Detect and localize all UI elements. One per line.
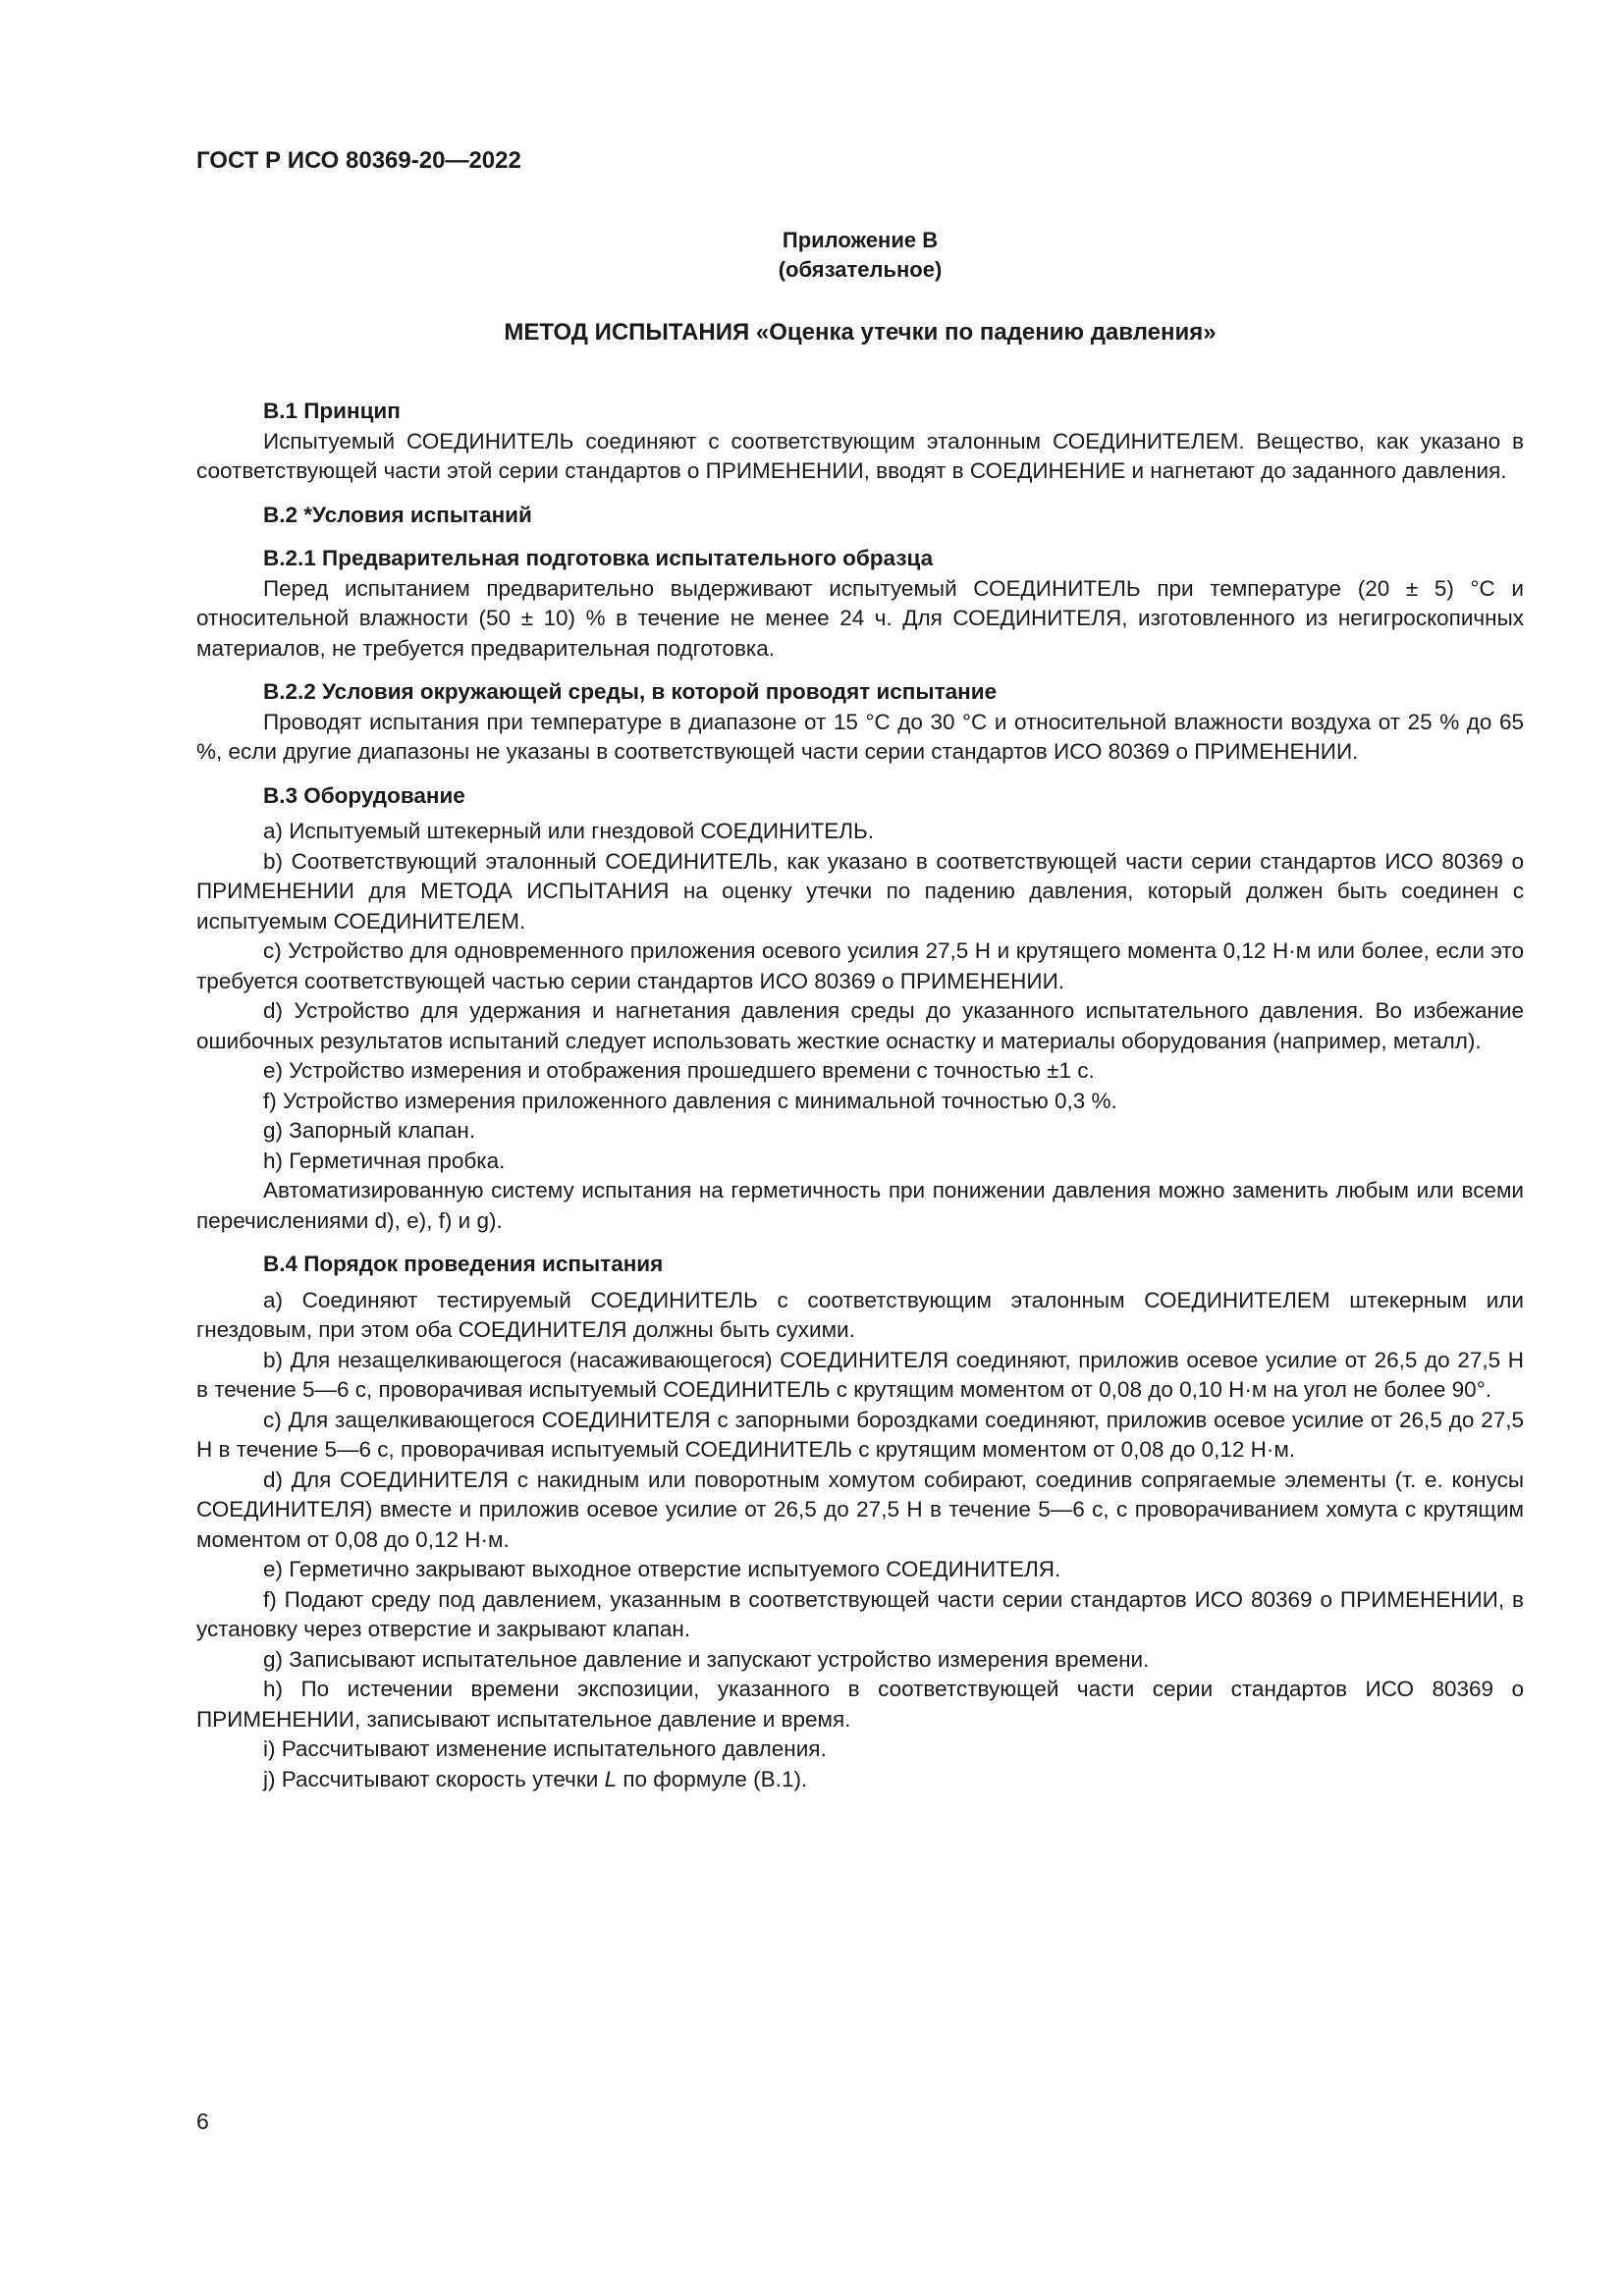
leak-rate-variable: L	[604, 1766, 618, 1791]
list-item: f) Подают среду под давлением, указанным в соответствующей части серии стандартов ИСО 80369 о ПРИМЕНЕНИИ, в установку через отверстие и закрывают клапан.	[196, 1586, 1524, 1641]
list-item: f) Устройство измерения приложенного давления с минимальной точностью 0,3 %.	[263, 1088, 1117, 1113]
section-b4-heading: В.4 Порядок проведения испытания	[263, 1252, 664, 1276]
section-b21-paragraph: Перед испытанием предварительно выдерживают испытуемый СОЕДИНИТЕЛЬ при температуре (20 ± 5) °С и относительной влажности (50 ± 10) % в течение не менее 24 ч. Для СОЕДИНИТЕЛЯ, изготовленного из негигроскопичных материалов, не требуется предварительная подготовка.	[196, 575, 1524, 661]
list-item-j	[196, 1765, 1524, 1795]
section-b22-heading: В.2.2 Условия окружающей среды, в которой проводят испытание	[263, 679, 998, 704]
list-item: e) Герметично закрывают выходное отверстие испытуемого СОЕДИНИТЕЛЯ.	[263, 1557, 1061, 1581]
section-b2-heading: В.2 *Условия испытаний	[263, 502, 532, 527]
annex-status: (обязательное)	[778, 257, 943, 282]
list-item: h) Герметичная пробка.	[263, 1148, 506, 1173]
list-item: a) Испытуемый штекерный или гнездовой СОЕДИНИТЕЛЬ.	[263, 819, 875, 843]
list-item: e) Устройство измерения и отображения прошедшего времени с точностью ±1 с.	[263, 1058, 1095, 1083]
section-b21-heading: В.2.1 Предварительная подготовка испытательного образца	[263, 546, 934, 570]
section-b3-heading: В.3 Оборудование	[263, 782, 465, 808]
section-b3-note: Автоматизированную систему испытания на герметичность при понижении давления можно заменить любым или всеми перечислениями d), e), f) и g).	[196, 1178, 1524, 1233]
annex-heading	[196, 226, 1524, 285]
section-b1-heading: В.1 Принцип	[263, 399, 401, 423]
list-item: g) Записывают испытательное давление и запускают устройство измерения времени.	[263, 1646, 1150, 1672]
list-item: h) По истечении времени экспозиции, указанного в соответствующей части серии стандартов ИСО 80369 о ПРИМЕНЕНИИ, записывают испытательное давление и время.	[196, 1677, 1524, 1732]
list-item: a) Соединяют тестируемый СОЕДИНИТЕЛЬ с соответствующим эталонным СОЕДИНИТЕЛЕМ штекерным или гнездовым, при этом оба СОЕДИНИТЕЛЯ должны быть сухими.	[196, 1287, 1524, 1342]
list-item: c) Устройство для одновременного приложения осевого усилия 27,5 Н и крутящего момента 0,12 Н·м или более, если это требуется соответствующей частью серии стандартов ИСО 80369 о ПРИМЕНЕНИИ.	[196, 938, 1524, 993]
document-code: ГОСТ Р ИСО 80369-20—2022	[196, 147, 521, 174]
item-j-text-end: по формуле (В.1).	[617, 1766, 808, 1791]
list-item: c) Для защелкивающегося СОЕДИНИТЕЛЯ с запорными бороздками соединяют, приложив осевое усилие от 26,5 до 27,5 Н в течение 5—6 с, проворачивая испытуемый СОЕДИНИТЕЛЬ с крутящим моментом от 0,08 до 0,12 Н·м.	[196, 1407, 1524, 1462]
method-title: МЕТОД ИСПЫТАНИЯ «Оценка утечки по падению давления»	[504, 319, 1217, 346]
item-j-text-start: j) Рассчитывают скорость утечки	[263, 1766, 605, 1791]
document-body	[196, 397, 1524, 1794]
list-item: d) Для СОЕДИНИТЕЛЯ с накидным или поворотным хомутом собирают, соединив сопрягаемые элементы (т. е. конусы СОЕДИНИТЕЛЯ) вместе и приложив осевое усилие от 26,5 до 27,5 Н в течение 5—6 с, с проворачиванием хомута с крутящим моментом от 0,08 до 0,12 Н·м.	[196, 1467, 1524, 1552]
page-number: 6	[196, 2109, 209, 2134]
section-b1-paragraph: Испытуемый СОЕДИНИТЕЛЬ соединяют с соответствующим эталонным СОЕДИНИТЕЛЕМ. Вещество, как указано в соответствующей части этой серии стандартов о ПРИМЕНЕНИИ, вводят в СОЕДИНЕНИЕ и нагнетают до заданного давления.	[196, 428, 1524, 483]
list-item: d) Устройство для удержания и нагнетания давления среды до указанного испытательного давления. Во избежание ошибочных результатов испытаний следует использовать жесткие оснастку и материалы оборудования (например, металл).	[196, 998, 1524, 1053]
list-item: b) Для незащелкивающегося (насаживающегося) СОЕДИНИТЕЛЯ соединяют, приложив осевое усилие от 26,5 до 27,5 Н в течение 5—6 с, проворачивая испытуемый СОЕДИНИТЕЛЬ с крутящим моментом от 0,08 до 0,10 Н·м на угол не более 90°.	[196, 1347, 1524, 1402]
section-b22-paragraph: Проводят испытания при температуре в диапазоне от 15 °С до 30 °С и относительной влажности воздуха от 25 % до 65 %, если другие диапазоны не указаны в соответствующей части серии стандартов ИСО 80369 о ПРИМЕНЕНИИ.	[196, 709, 1524, 764]
annex-title: Приложение В	[782, 228, 939, 252]
list-item: b) Соответствующий эталонный СОЕДИНИТЕЛЬ, как указано в соответствующей части серии стандартов ИСО 80369 о ПРИМЕНЕНИИ для МЕТОДА ИСПЫТАНИЯ на оценку утечки по падению давления, который должен быть соединен с испытуемым СОЕДИНИТЕЛЕМ.	[196, 848, 1524, 934]
list-item: i) Рассчитывают изменение испытательного давления.	[263, 1736, 827, 1761]
list-item: g) Запорный клапан.	[263, 1118, 476, 1143]
